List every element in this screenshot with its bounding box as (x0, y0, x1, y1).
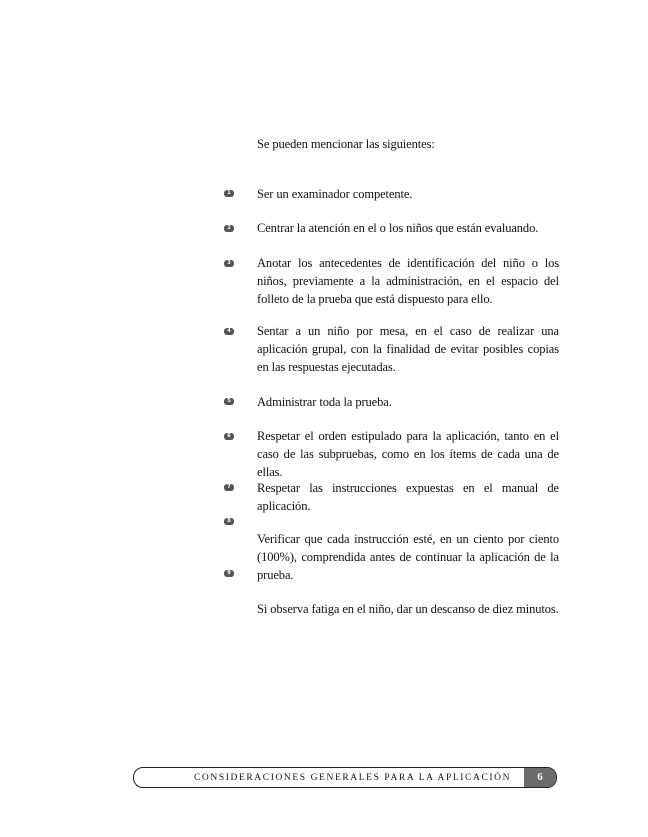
list-item-text: Centrar la atención en el o los niños que están evaluando. (257, 221, 539, 235)
number-badge: 6 (224, 433, 234, 440)
page-footer (133, 767, 557, 788)
list-item-text: Ser un examinador competente. (257, 187, 413, 201)
number-badge: 2 (224, 225, 234, 232)
number-badge: 5 (224, 398, 234, 405)
number-badge: 8 (224, 518, 234, 525)
list-item-text: Respetar las instrucciones expuestas en el manual de aplicación. (257, 481, 559, 513)
footer-bar (133, 767, 557, 788)
page-number: 6 (524, 768, 556, 787)
list-item-text: Si observa fatiga en el niño, dar un descanso de diez minutos. (257, 602, 559, 616)
number-badge: 4 (224, 328, 234, 335)
number-badge: 9 (224, 570, 234, 577)
list-item-text: Anotar los antecedentes de identificación del niño o los niños, previamente a la administración, en el espacio del folleto de la prueba que está dispuesto para ello. (257, 256, 559, 306)
list-item-text: Administrar toda la prueba. (257, 395, 392, 409)
number-badge: 7 (224, 484, 234, 491)
list-item-text: Verificar que cada instrucción esté, en un ciento por ciento (100%), comprendida antes de continuar la aplicación de la prueba. (257, 532, 559, 582)
list-item-text: Sentar a un niño por mesa, en el caso de realizar una aplicación grupal, con la finalidad de evitar posibles copias en las respuestas ejecutadas. (257, 324, 559, 374)
footer-title: CONSIDERACIONES GENERALES PARA LA APLICACIÓN (194, 773, 512, 783)
intro-text: Se pueden mencionar las siguientes: (257, 137, 435, 151)
number-badge: 1 (224, 190, 234, 197)
list-item-text: Respetar el orden estipulado para la aplicación, tanto en el caso de las subpruebas, como en los ítems de cada una de ellas. (257, 429, 559, 479)
number-badge: 3 (224, 260, 234, 267)
